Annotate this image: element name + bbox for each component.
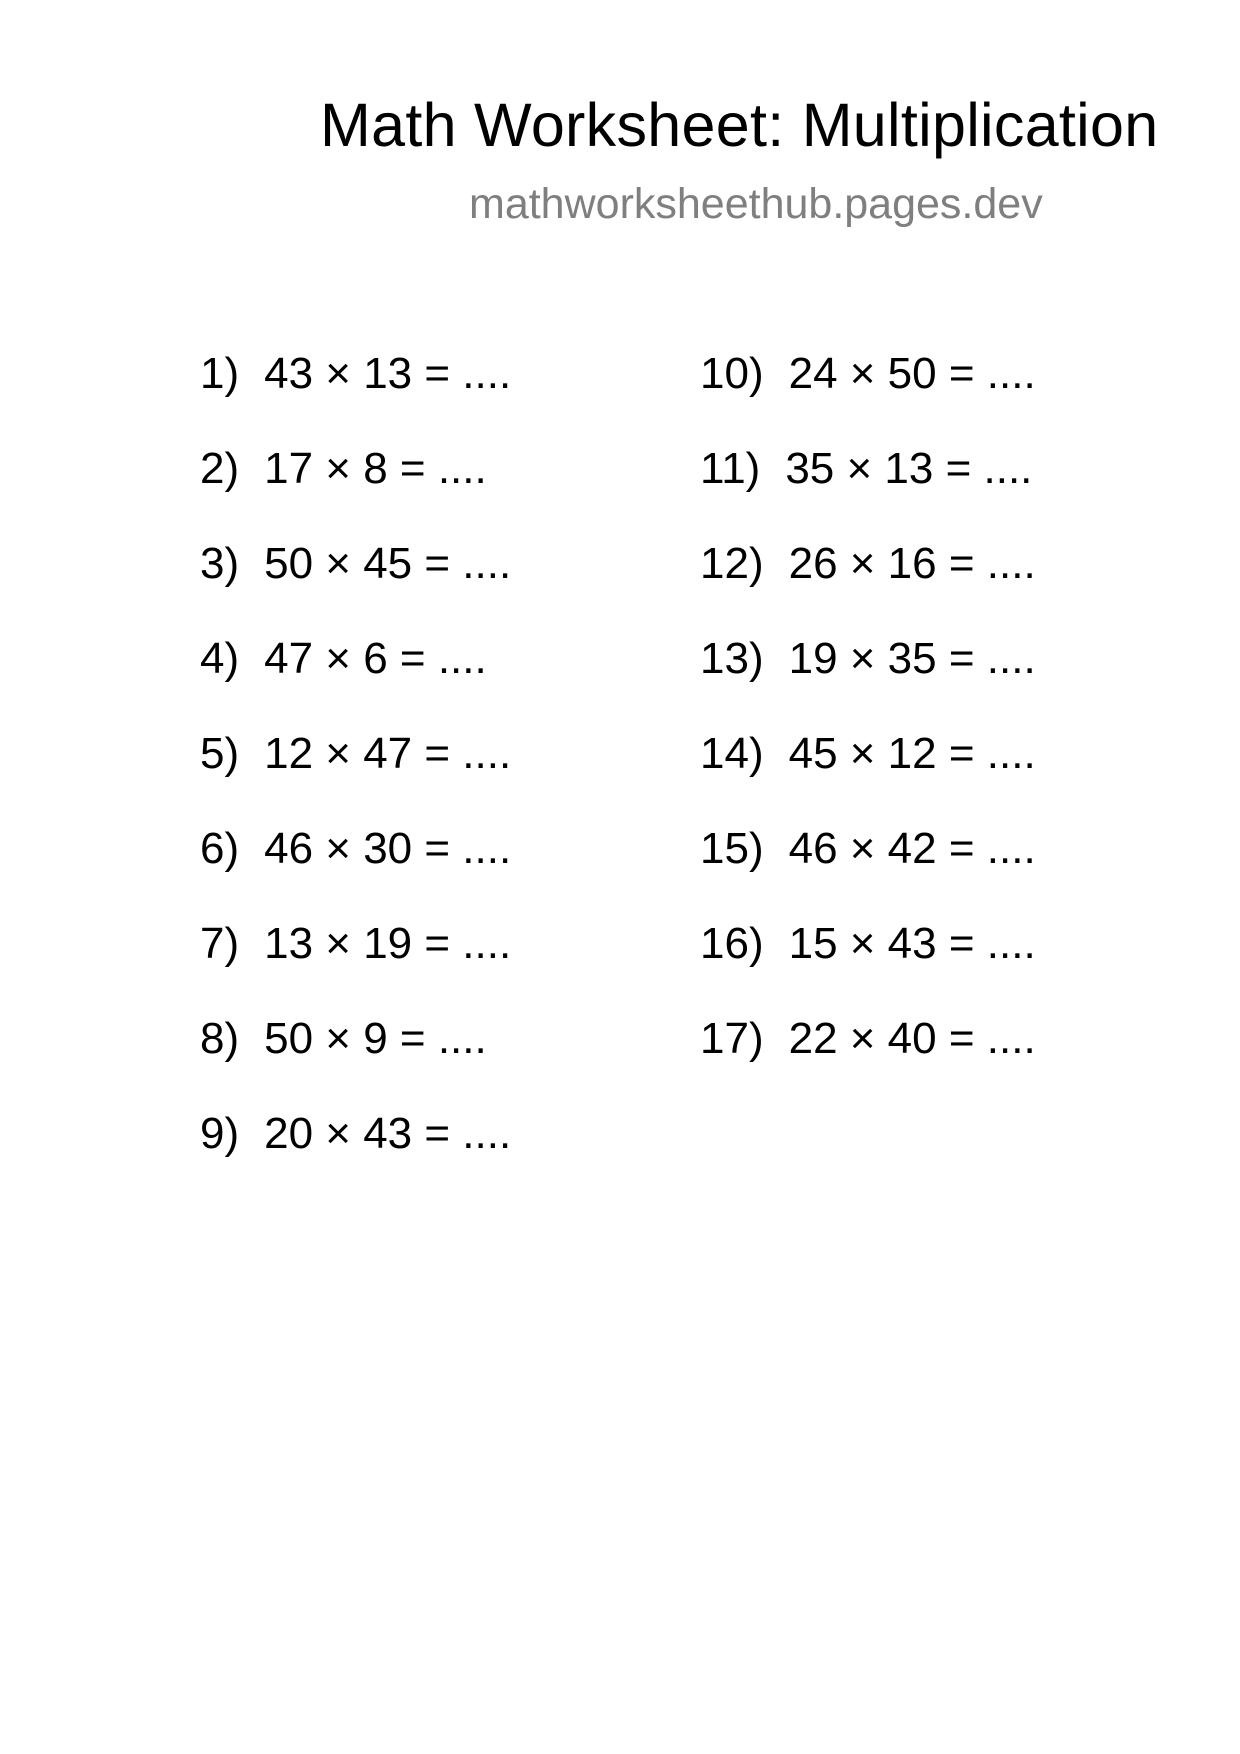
problem-6 — [200, 824, 680, 922]
problem-13 — [700, 634, 1180, 732]
problem-expression: 22 × 40 = .... — [788, 1014, 1036, 1063]
problem-expression: 50 × 45 = .... — [264, 539, 512, 588]
problem-14 — [700, 729, 1180, 827]
problem-15 — [700, 824, 1180, 922]
problem-number: 13) — [700, 634, 764, 683]
problem-expression: 47 × 6 = .... — [264, 634, 487, 683]
problem-10 — [700, 349, 1180, 447]
problem-3 — [200, 539, 680, 637]
problem-8 — [200, 1014, 680, 1112]
problem-expression: 50 × 9 = .... — [264, 1014, 487, 1063]
problem-expression: 15 × 43 = .... — [788, 919, 1036, 968]
problem-expression: 19 × 35 = .... — [788, 634, 1036, 683]
problem-number: 17) — [700, 1014, 764, 1063]
problem-expression: 17 × 8 = .... — [264, 444, 487, 493]
problem-number: 8) — [200, 1014, 240, 1063]
problem-column-left — [200, 349, 680, 1207]
problem-5 — [200, 729, 680, 827]
problem-number: 9) — [200, 1109, 240, 1158]
problem-number: 10) — [700, 349, 764, 398]
problem-expression: 46 × 30 = .... — [264, 824, 512, 873]
problem-7 — [200, 919, 680, 1017]
problem-number: 7) — [200, 919, 240, 968]
problem-number: 2) — [200, 444, 240, 493]
problem-number: 3) — [200, 539, 240, 588]
website-url: mathworksheethub.pages.dev — [469, 180, 1043, 228]
problem-expression: 12 × 47 = .... — [264, 729, 512, 778]
problem-number: 5) — [200, 729, 240, 778]
problem-number: 15) — [700, 824, 764, 873]
problem-17 — [700, 1014, 1180, 1112]
problem-number: 16) — [700, 919, 764, 968]
problem-12 — [700, 539, 1180, 637]
problem-number: 12) — [700, 539, 764, 588]
page-title: Math Worksheet: Multiplication — [320, 91, 1159, 159]
problem-expression: 20 × 43 = .... — [264, 1109, 512, 1158]
problem-11 — [700, 444, 1180, 542]
problem-number: 14) — [700, 729, 764, 778]
problem-number: 6) — [200, 824, 240, 873]
problem-expression: 45 × 12 = .... — [788, 729, 1036, 778]
problem-number: 11) — [700, 444, 761, 493]
problem-expression: 43 × 13 = .... — [264, 349, 512, 398]
problem-2 — [200, 444, 680, 542]
problem-1 — [200, 349, 680, 447]
problem-9 — [200, 1109, 680, 1207]
problem-number: 1) — [200, 349, 240, 398]
problem-expression: 46 × 42 = .... — [788, 824, 1036, 873]
problem-4 — [200, 634, 680, 732]
problem-expression: 13 × 19 = .... — [264, 919, 512, 968]
problem-column-right — [700, 349, 1180, 1112]
problem-expression: 24 × 50 = .... — [788, 349, 1036, 398]
problem-expression: 26 × 16 = .... — [788, 539, 1036, 588]
problem-number: 4) — [200, 634, 240, 683]
problem-expression: 35 × 13 = .... — [785, 444, 1033, 493]
problem-16 — [700, 919, 1180, 1017]
